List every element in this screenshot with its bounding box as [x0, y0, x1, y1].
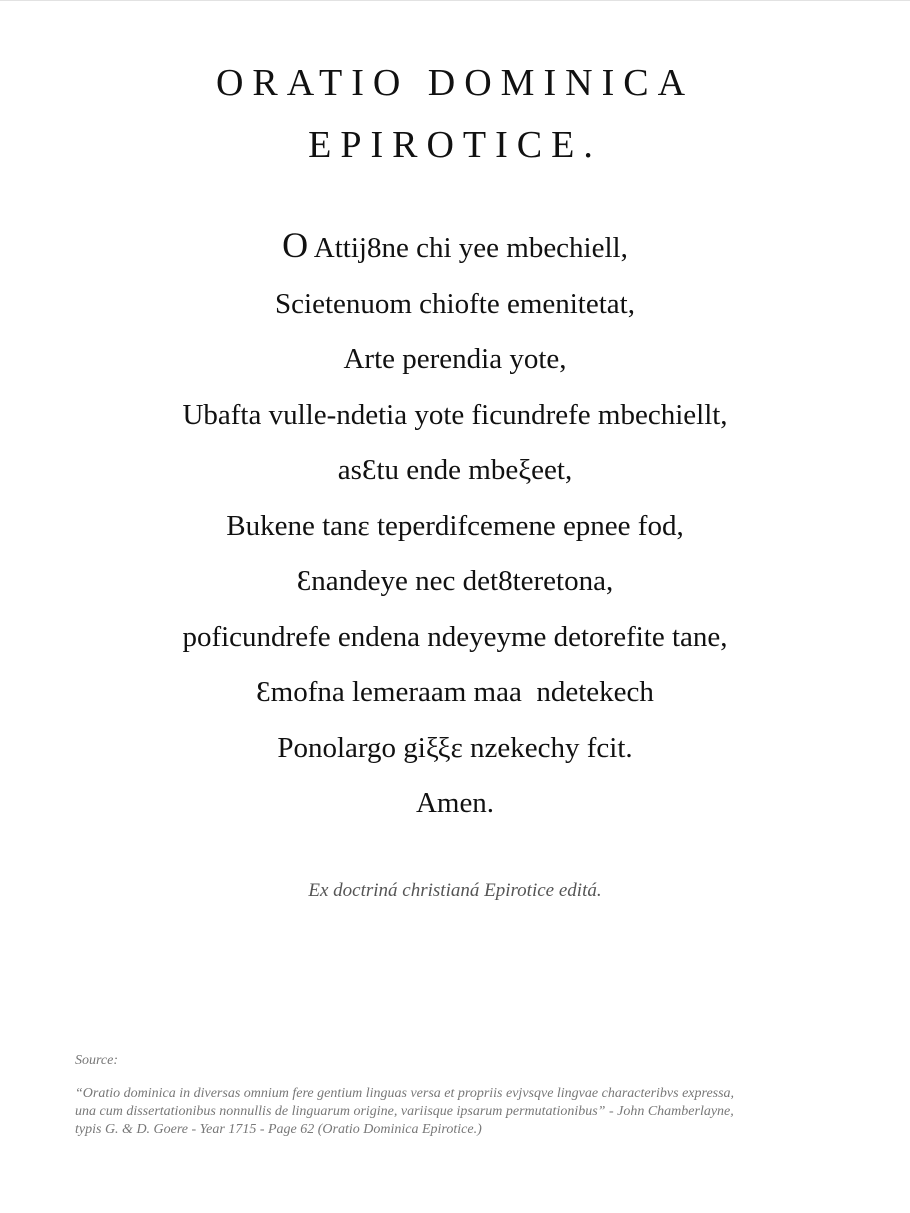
prayer-initial-letter: O: [282, 225, 309, 265]
prayer-line: Ɛmofna lemeraam maa ndetekech: [256, 676, 654, 708]
prayer-line: Ubafta vulle-ndetia yote ficundrefe mbechiellt,: [182, 398, 728, 431]
prayer-line: poficundrefe endena ndeyeyme detorefite tane,: [182, 620, 728, 653]
prayer-line-text: Attij8ne chi yee mbechiell,: [308, 232, 628, 264]
top-divider: [0, 0, 910, 1]
source-citation-line: “Oratio dominica in diversas omnium fere gentium linguas versa et propriis evjvsqve lingvae characteribvs expressa,: [75, 1086, 735, 1101]
prayer-line: Ponolargo giξξε nzekechy fcit.: [277, 731, 633, 764]
prayer-line: Scietenuom chiofte emenitetat,: [275, 287, 635, 320]
source-citation-line: una cum dissertationibus nonnullis de linguarum origine, variisque ipsarum permutationibus” - John Chamberlayne,: [75, 1104, 734, 1119]
prayer-line: Arte perendia yote,: [343, 343, 567, 375]
page-title-line-2: EPIROTICE.: [308, 124, 602, 166]
page-title-line-1: ORATIO DOMINICA: [215, 62, 695, 104]
prayer-line: Bukene tanε teperdifcemene epnee fod,: [226, 509, 684, 542]
source-citation: [75, 1085, 835, 1139]
source-citation-line: typis G. & D. Goere - Year 1715 - Page 62 (Oratio Dominica Epirotice.): [75, 1122, 482, 1137]
prayer-line: asƐtu ende mbeξeet,: [337, 454, 573, 486]
prayer-line: [0, 218, 910, 277]
prayer-text: [0, 218, 910, 832]
attribution-caption: Ex doctriná christianá Epirotice editá.: [308, 880, 602, 901]
prayer-line: Ɛnandeye nec det8teretona,: [296, 565, 614, 597]
prayer-line-amen: Amen.: [415, 787, 495, 819]
source-label: Source:: [75, 1053, 119, 1068]
